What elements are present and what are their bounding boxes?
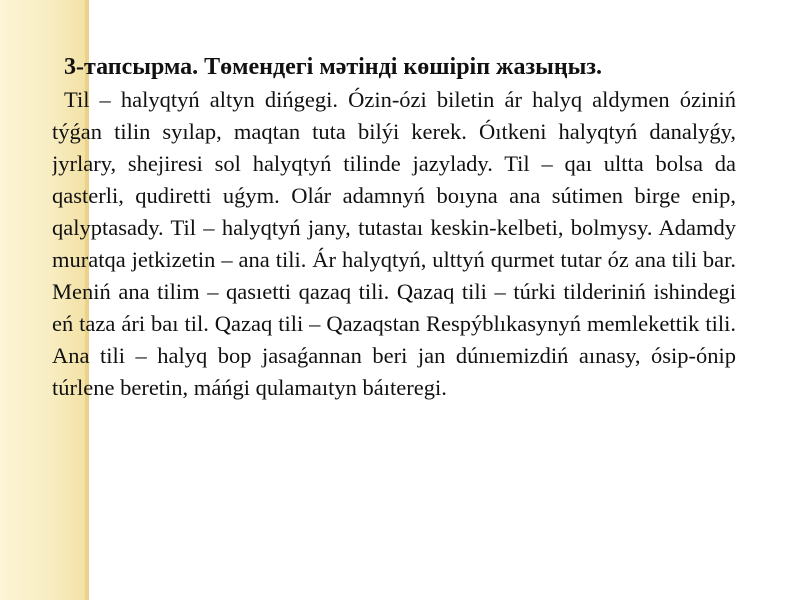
task-paragraph: Til – halyqtyń altyn dińgegi. Ózin-ózi biletin ár halyq aldymen óziniń týǵan tilin syılap, maqtan tuta bilýi kerek. Óıtkeni halyqtyń danalyǵy, jyrlary, shejiresi sol halyqtyń tilinde jazylady. Til – qaı ultta bolsa da qasterli, qudiretti uǵym. Olár adamnyń boıyna ana sútimen birge enip, qalyptasady. Til – halyqtyń jany, tutastaı keskin-kelbeti, bolmysy. Adamdy muratqa jetkizetin – ana tili. Ár halyqtyń, ulttyń qurmet tutar óz ana tili bar. Meniń ana tilim – qasıetti qazaq tili. Qazaq tili – túrki tilderiniń ishindegi eń taza ári baı til. Qazaq tili – Qazaqstan Respýblıkasynyń memlekettik tili. Ana tili – halyq bop jasaǵannan beri jan dúnıemizdiń aınasy, ósip-ónip túrlene beretin, máńgi qulamaıtyn báıteregi. [52, 87, 736, 400]
task-heading: 3-тапсырма. Төмендегі мәтінді көшіріп жазыңыз. [64, 54, 603, 80]
slide-content [52, 50, 736, 580]
